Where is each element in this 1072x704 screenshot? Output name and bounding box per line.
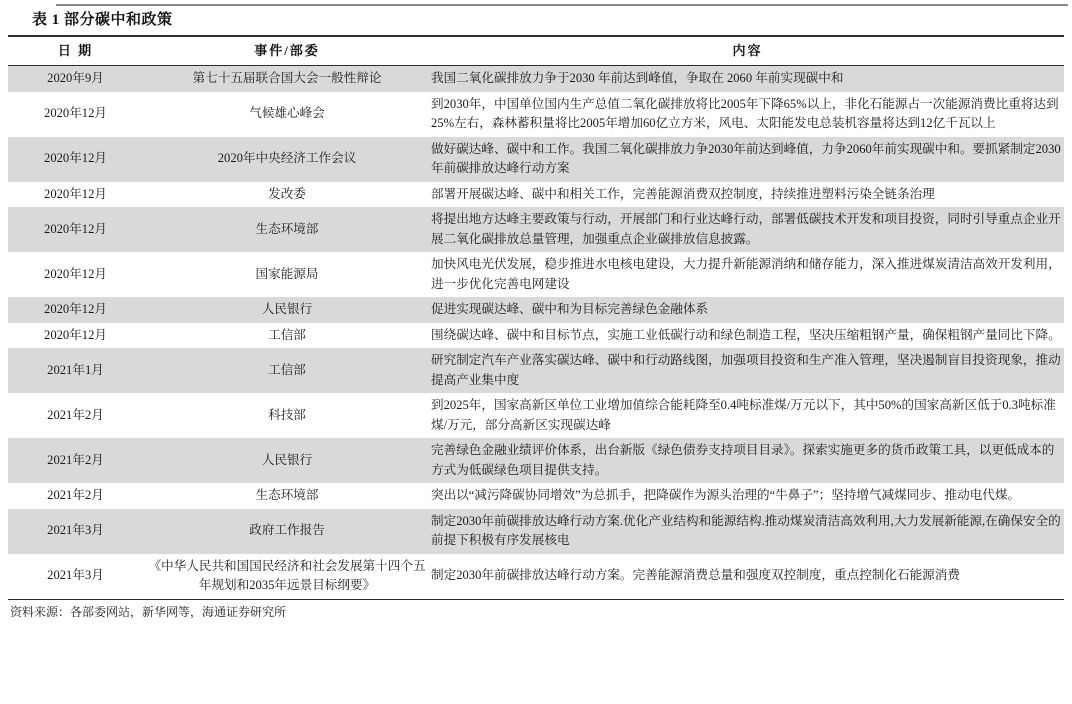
cell-date: 2020年12月 — [8, 182, 143, 208]
cell-date: 2020年12月 — [8, 323, 143, 349]
column-header-detail: 内容 — [431, 36, 1064, 66]
cell-date: 2021年3月 — [8, 509, 143, 554]
table-row — [8, 252, 1064, 297]
carbon-neutral-policy-table — [8, 35, 1064, 599]
table-row — [8, 137, 1064, 182]
table-header-row — [8, 36, 1064, 66]
cell-event: 工信部 — [143, 348, 431, 393]
cell-event: 生态环境部 — [143, 483, 431, 509]
cell-detail: 制定2030年前碳排放达峰行动方案.优化产业结构和能源结构.推动煤炭清洁高效利用,大力发展新能源,在确保安全的前提下积极有序发展核电 — [431, 509, 1064, 554]
cell-date: 2021年1月 — [8, 348, 143, 393]
cell-detail: 制定2030年前碳排放达峰行动方案。完善能源消费总量和强度双控制度，重点控制化石能源消费 — [431, 554, 1064, 599]
table-row — [8, 207, 1064, 252]
cell-detail: 我国二氧化碳排放力争于2030 年前达到峰值，争取在 2060 年前实现碳中和 — [431, 66, 1064, 92]
table-row — [8, 182, 1064, 208]
cell-detail: 到2025年，国家高新区单位工业增加值综合能耗降至0.4吨标准煤/万元以下，其中50%的国家高新区低于0.3吨标准煤/万元，部分高新区实现碳达峰 — [431, 393, 1064, 438]
cell-detail: 研究制定汽车产业落实碳达峰、碳中和行动路线图，加强项目投资和生产准入管理，坚决遏制盲目投资现象，推动提高产业集中度 — [431, 348, 1064, 393]
cell-date: 2021年2月 — [8, 393, 143, 438]
cell-detail: 部署开展碳达峰、碳中和相关工作，完善能源消费双控制度，持续推进塑料污染全链条治理 — [431, 182, 1064, 208]
cell-detail: 将提出地方达峰主要政策与行动，开展部门和行业达峰行动，部署低碳技术开发和项目投资，同时引导重点企业开展二氧化碳排放总量管理，加强重点企业碳排放信息披露。 — [431, 207, 1064, 252]
source-note: 资料来源：各部委网站，新华网等，海通证券研究所 — [10, 605, 287, 620]
cell-date: 2020年12月 — [8, 92, 143, 137]
cell-detail: 围绕碳达峰、碳中和目标节点，实施工业低碳行动和绿色制造工程，坚决压缩粗钢产量，确保粗钢产量同比下降。 — [431, 323, 1064, 349]
table-row — [8, 66, 1064, 92]
cell-detail: 突出以“减污降碳协同增效”为总抓手，把降碳作为源头治理的“牛鼻子”；坚持增气减煤同步、推动电代煤。 — [431, 483, 1064, 509]
table-row — [8, 323, 1064, 349]
cell-date: 2020年12月 — [8, 297, 143, 323]
cell-event: 气候雄心峰会 — [143, 92, 431, 137]
cell-date: 2020年9月 — [8, 66, 143, 92]
cell-date: 2021年2月 — [8, 483, 143, 509]
cell-date: 2020年12月 — [8, 137, 143, 182]
table-body — [8, 66, 1064, 599]
table-row — [8, 483, 1064, 509]
cell-event: 科技部 — [143, 393, 431, 438]
cell-event: 国家能源局 — [143, 252, 431, 297]
cell-detail: 加快风电光伏发展，稳步推进水电核电建设，大力提升新能源消纳和储存能力，深入推进煤炭清洁高效开发利用，进一步优化完善电网建设 — [431, 252, 1064, 297]
cell-date: 2020年12月 — [8, 252, 143, 297]
table-caption: 表 1 部分碳中和政策 — [32, 12, 173, 28]
table-page — [0, 4, 1072, 704]
cell-event: 政府工作报告 — [143, 509, 431, 554]
cell-event: 2020年中央经济工作会议 — [143, 137, 431, 182]
cell-event: 人民银行 — [143, 297, 431, 323]
cell-detail: 完善绿色金融业绩评价体系，出台新版《绿色债券支持项目目录》。探索实施更多的货币政策工具，以更低成本的方式为低碳绿色项目提供支持。 — [431, 438, 1064, 483]
column-header-event: 事件/部委 — [143, 36, 431, 66]
cell-date: 2021年2月 — [8, 438, 143, 483]
table-header — [8, 36, 1064, 66]
cell-date: 2021年3月 — [8, 554, 143, 599]
table-row — [8, 554, 1064, 599]
table-row — [8, 438, 1064, 483]
table-row — [8, 393, 1064, 438]
cell-detail: 促进实现碳达峰、碳中和为目标完善绿色金融体系 — [431, 297, 1064, 323]
cell-detail: 到2030年，中国单位国内生产总值二氧化碳排放将比2005年下降65%以上，非化石能源占一次能源消费比重将达到25%左右，森林蓄积量将比2005年增加60亿立方米，风电、太阳能发电总装机容量将达到12亿千瓦以上 — [431, 92, 1064, 137]
table-row — [8, 509, 1064, 554]
cell-event: 《中华人民共和国国民经济和社会发展第十四个五年规划和2035年远景目标纲要》 — [143, 554, 431, 599]
table-row — [8, 92, 1064, 137]
cell-event: 第七十五届联合国大会一般性辩论 — [143, 66, 431, 92]
cell-event: 生态环境部 — [143, 207, 431, 252]
cell-event: 人民银行 — [143, 438, 431, 483]
table-row — [8, 297, 1064, 323]
cell-date: 2020年12月 — [8, 207, 143, 252]
column-header-date: 日 期 — [8, 36, 143, 66]
table-row — [8, 348, 1064, 393]
cell-detail: 做好碳达峰、碳中和工作。我国二氧化碳排放力争2030年前达到峰值，力争2060年前实现碳中和。要抓紧制定2030年前碳排放达峰行动方案 — [431, 137, 1064, 182]
cell-event: 工信部 — [143, 323, 431, 349]
cell-event: 发改委 — [143, 182, 431, 208]
